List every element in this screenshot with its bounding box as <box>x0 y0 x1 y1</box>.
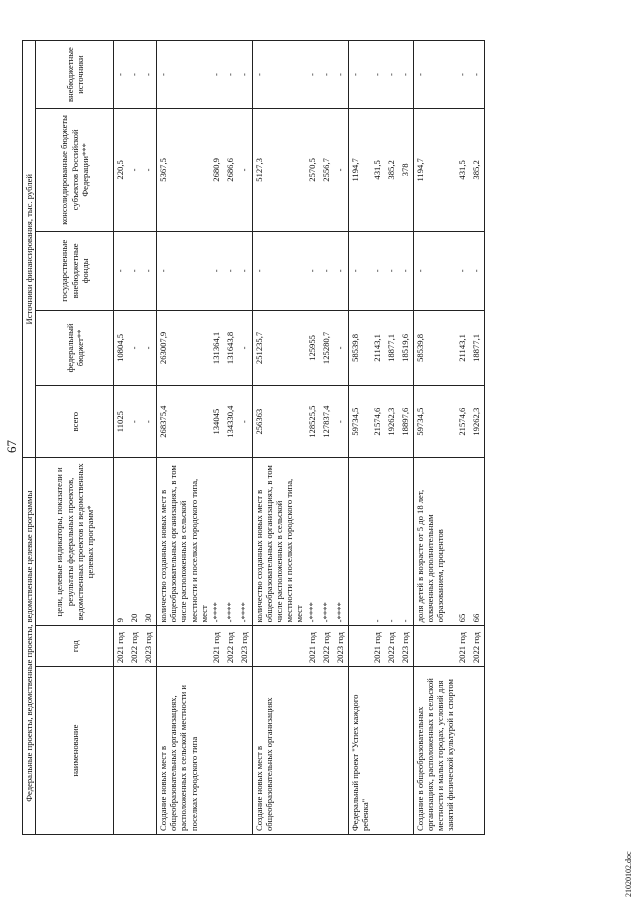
row-federal: - <box>142 311 157 386</box>
row-total: 18897,6 <box>399 385 414 458</box>
row-state-funds: - <box>252 231 305 310</box>
row-name: Федеральный проект "Успех каждого ребенка" <box>348 667 371 835</box>
row-federal: 18877,1 <box>470 311 485 386</box>
row-total: 11025 <box>114 385 129 458</box>
row-year <box>252 626 305 667</box>
header-projects: Федеральные проекты, ведомственные проекты, ведомственные целевые программы <box>23 458 36 835</box>
row-total: 134045 <box>210 385 224 458</box>
row-name <box>399 667 414 835</box>
row-total: 268375,4 <box>157 385 210 458</box>
col-total: всего <box>36 385 114 458</box>
row-total: 19262,3 <box>470 385 485 458</box>
row-regional: 385,2 <box>385 109 399 231</box>
row-state-funds: - <box>320 231 334 310</box>
row-state-funds: - <box>210 231 224 310</box>
table-row <box>456 41 470 835</box>
row-total: 59734,5 <box>413 385 456 458</box>
row-extra: - <box>413 41 456 109</box>
row-total: 256363 <box>252 385 305 458</box>
row-indicator: 9 <box>114 458 129 626</box>
row-name <box>456 667 470 835</box>
row-year: 2023 год <box>142 626 157 667</box>
row-state-funds: - <box>470 231 485 310</box>
table-row <box>128 41 142 835</box>
row-indicator: -**** <box>238 458 253 626</box>
row-name <box>320 667 334 835</box>
row-extra: - <box>210 41 224 109</box>
table-row <box>157 41 210 835</box>
row-indicator: 20 <box>128 458 142 626</box>
row-total: - <box>334 385 349 458</box>
table-row <box>470 41 485 835</box>
row-extra: - <box>470 41 485 109</box>
row-federal: 131364,1 <box>210 311 224 386</box>
row-extra: - <box>142 41 157 109</box>
table-row <box>385 41 399 835</box>
row-state-funds: - <box>413 231 456 310</box>
row-year: 2021 год <box>114 626 129 667</box>
row-federal: - <box>128 311 142 386</box>
row-name <box>371 667 385 835</box>
table-row <box>334 41 349 835</box>
row-federal: 21143,1 <box>371 311 385 386</box>
row-federal: - <box>238 311 253 386</box>
row-total: 19262,3 <box>385 385 399 458</box>
row-indicator: -**** <box>224 458 238 626</box>
table-row <box>210 41 224 835</box>
row-regional: 2686,6 <box>224 109 238 231</box>
row-regional: 2570,5 <box>306 109 320 231</box>
row-extra: - <box>385 41 399 109</box>
row-state-funds: - <box>371 231 385 310</box>
row-year: 2023 год <box>238 626 253 667</box>
row-regional: 378 <box>399 109 414 231</box>
row-regional: - <box>128 109 142 231</box>
row-extra: - <box>371 41 385 109</box>
row-indicator: доля детей в возрасте от 5 до 18 лет, охваченных дополнительным образованием, процентов <box>413 458 456 626</box>
row-extra: - <box>456 41 470 109</box>
row-year: 2022 год <box>224 626 238 667</box>
row-indicator: 66 <box>470 458 485 626</box>
row-regional: 2680,9 <box>210 109 224 231</box>
row-total: 21574,6 <box>456 385 470 458</box>
financing-table <box>22 40 485 835</box>
table-row <box>306 41 320 835</box>
row-indicator: -**** <box>320 458 334 626</box>
row-extra: - <box>306 41 320 109</box>
row-state-funds: - <box>334 231 349 310</box>
table-row <box>320 41 334 835</box>
row-year: 2023 год <box>334 626 349 667</box>
row-name <box>334 667 349 835</box>
row-federal: 21143,1 <box>456 311 470 386</box>
page-number: 67 <box>4 440 19 453</box>
table-row <box>224 41 238 835</box>
row-federal: 125280,7 <box>320 311 334 386</box>
row-state-funds: - <box>385 231 399 310</box>
table-body <box>114 41 485 835</box>
row-name <box>238 667 253 835</box>
col-federal: федеральный бюджет** <box>36 311 114 386</box>
row-extra: - <box>114 41 129 109</box>
col-extra: внебюджетные источники <box>36 41 114 109</box>
col-name: наименование <box>36 667 114 835</box>
table-row <box>413 41 456 835</box>
row-name <box>128 667 142 835</box>
row-indicator <box>348 458 371 626</box>
row-total: - <box>238 385 253 458</box>
row-total: 59734,5 <box>348 385 371 458</box>
row-state-funds: - <box>399 231 414 310</box>
row-extra: - <box>224 41 238 109</box>
row-extra: - <box>238 41 253 109</box>
row-regional: 1194,7 <box>413 109 456 231</box>
row-regional: 431,5 <box>371 109 385 231</box>
row-indicator: - <box>371 458 385 626</box>
row-indicator: -**** <box>306 458 320 626</box>
row-year: 2021 год <box>306 626 320 667</box>
row-name: Создание в общеобразовательных организациях, расположенных в сельской местности и малых городах, условий для занятий физической культурой и спортом <box>413 667 456 835</box>
table-row <box>371 41 385 835</box>
row-year: 2021 год <box>210 626 224 667</box>
row-total: 21574,6 <box>371 385 385 458</box>
row-federal: 131643,8 <box>224 311 238 386</box>
row-state-funds: - <box>142 231 157 310</box>
row-year <box>348 626 371 667</box>
row-state-funds: - <box>114 231 129 310</box>
row-year: 2021 год <box>456 626 470 667</box>
row-federal: 58539,8 <box>413 311 456 386</box>
row-name <box>210 667 224 835</box>
table-row <box>252 41 305 835</box>
document-id: 21020102.doc <box>624 851 633 897</box>
row-name <box>385 667 399 835</box>
row-regional: 431,5 <box>456 109 470 231</box>
row-total: 127837,4 <box>320 385 334 458</box>
row-regional: - <box>238 109 253 231</box>
row-year: 2022 год <box>470 626 485 667</box>
row-federal: 18519,6 <box>399 311 414 386</box>
row-federal: 58539,8 <box>348 311 371 386</box>
row-state-funds: - <box>306 231 320 310</box>
row-federal: 263007,9 <box>157 311 210 386</box>
row-extra: - <box>334 41 349 109</box>
table-row <box>238 41 253 835</box>
row-year: 2022 год <box>385 626 399 667</box>
row-extra: - <box>128 41 142 109</box>
row-indicator: 30 <box>142 458 157 626</box>
row-year: 2022 год <box>320 626 334 667</box>
row-federal: 18877,1 <box>385 311 399 386</box>
col-indicators: цели, целевые индикаторы, показатели и результаты федеральных проектов, ведомственных проектов и ведомственных целевых программ* <box>36 458 114 626</box>
header-sources: Источники финансирования, тыс. рублей <box>23 41 36 458</box>
row-indicator: - <box>385 458 399 626</box>
row-year <box>157 626 210 667</box>
row-indicator: 65 <box>456 458 470 626</box>
row-regional: - <box>334 109 349 231</box>
row-state-funds: - <box>224 231 238 310</box>
row-extra: - <box>157 41 210 109</box>
row-regional: 2556,7 <box>320 109 334 231</box>
row-total: 128525,5 <box>306 385 320 458</box>
row-name: Создание новых мест в общеобразовательных организациях <box>252 667 305 835</box>
row-year: 2023 год <box>399 626 414 667</box>
row-name <box>224 667 238 835</box>
col-regional: консолидированные бюджеты субъектов Российской Федерации*** <box>36 109 114 231</box>
table-row <box>114 41 129 835</box>
row-federal: 10804,5 <box>114 311 129 386</box>
row-extra: - <box>320 41 334 109</box>
row-total: - <box>128 385 142 458</box>
row-regional: 220,5 <box>114 109 129 231</box>
row-regional: 1194,7 <box>348 109 371 231</box>
row-name <box>470 667 485 835</box>
row-regional: 5367,5 <box>157 109 210 231</box>
row-state-funds: - <box>348 231 371 310</box>
row-indicator: количество созданных новых мест в общеобразовательных организациях, в том числе расположенных в сельской местности и поселках городского типа, мест <box>157 458 210 626</box>
row-state-funds: - <box>128 231 142 310</box>
row-indicator: - <box>399 458 414 626</box>
row-name <box>114 667 129 835</box>
row-total: 134330,4 <box>224 385 238 458</box>
row-extra: - <box>348 41 371 109</box>
row-indicator: количество созданных новых мест в общеобразовательных организациях, в том числе расположенных в сельской местности и поселках городского типа, мест <box>252 458 305 626</box>
row-indicator: -**** <box>210 458 224 626</box>
table-row <box>142 41 157 835</box>
row-state-funds: - <box>238 231 253 310</box>
row-year <box>413 626 456 667</box>
row-regional: 5127,3 <box>252 109 305 231</box>
table-row <box>348 41 371 835</box>
row-name: Создание новых мест в общеобразовательных организациях, расположенных в сельской местности и поселках городского типа <box>157 667 210 835</box>
row-total: - <box>142 385 157 458</box>
table-row <box>399 41 414 835</box>
row-extra: - <box>252 41 305 109</box>
row-regional: - <box>142 109 157 231</box>
row-state-funds: - <box>157 231 210 310</box>
col-year: год <box>36 626 114 667</box>
col-state-funds: государственные внебюджетные фонды <box>36 231 114 310</box>
row-indicator: -**** <box>334 458 349 626</box>
row-year: 2022 год <box>128 626 142 667</box>
row-federal: - <box>334 311 349 386</box>
row-year: 2021 год <box>371 626 385 667</box>
row-regional: 385,2 <box>470 109 485 231</box>
row-federal: 125955 <box>306 311 320 386</box>
row-state-funds: - <box>456 231 470 310</box>
row-extra: - <box>399 41 414 109</box>
row-federal: 251235,7 <box>252 311 305 386</box>
row-name <box>142 667 157 835</box>
row-name <box>306 667 320 835</box>
